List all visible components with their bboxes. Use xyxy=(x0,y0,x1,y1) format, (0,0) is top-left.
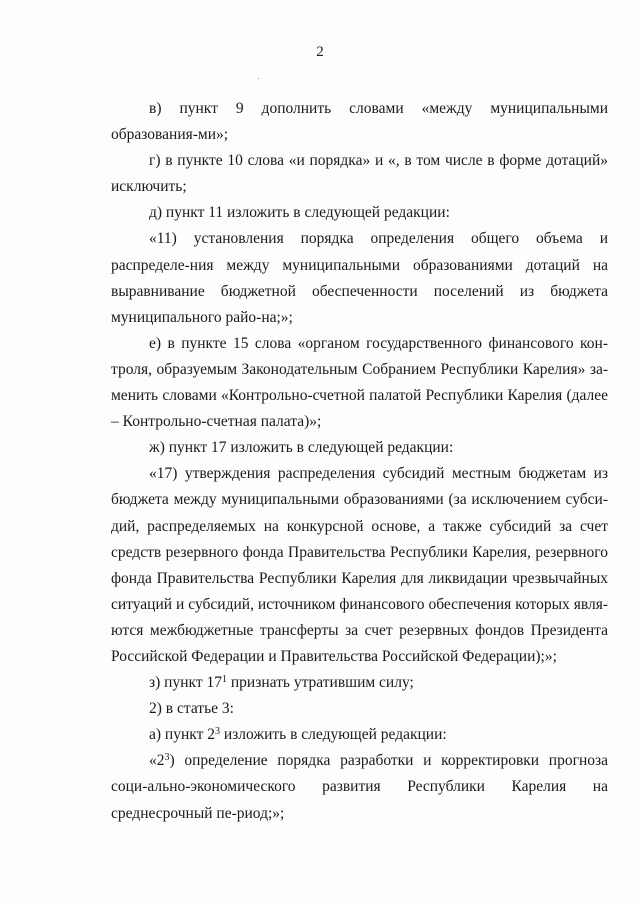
paragraph-item-g: г) в пункте 10 слова «и порядка» и «, в том числе в форме дотаций» исключить; xyxy=(111,152,608,196)
paragraph-item-zh: ж) пункт 17 изложить в следующей редакции: xyxy=(149,439,454,457)
superscript: 1 xyxy=(221,674,227,686)
document-body xyxy=(111,96,608,827)
page-number: 2 xyxy=(316,44,324,60)
paragraph-quote-2-3 xyxy=(111,748,608,826)
paragraph-quote-17: «17) утверждения распределения субсидий местным бюджетам из бюджета между муниципальными образованиями (за исключением субси-дий, распределяемых на конкурсной основе, а также субсидий за счет средств резервного фонда Правительства Республики Карелия, резервного фонда Правительства Республики Карелия для ликвидации чрезвычайных ситуаций и субсидий, источником финансового обеспечения которых явля-ются межбюджетные трансферты за счет резервных фондов Президента Российской Федерации и Правительства Российской Федерации);»; xyxy=(111,465,608,665)
paragraph-text-before: з) пункт 17 xyxy=(149,674,222,692)
paragraph-text-after: признать утратившим силу; xyxy=(226,674,414,692)
paragraph-item-v: в) пункт 9 дополнить словами «между муниципальными образования-ми»; xyxy=(111,100,608,144)
paragraph-quote-11: «11) установления порядка определения общего объема и распределе-ния между муниципальными образованиями дотаций на выравнивание бюджетной обеспеченности поселений из бюджета муниципального райо-на;»; xyxy=(111,230,608,326)
paragraph-text-after: ) определение порядка разработки и корректировки прогноза соци-ально-экономического развития Республики Карелия на среднесрочный пе-риод;»; xyxy=(111,752,608,822)
superscript: 3 xyxy=(214,726,220,738)
paragraph-item-z xyxy=(111,670,608,696)
paragraph-item-a xyxy=(111,722,608,748)
paragraph-item-d: д) пункт 11 изложить в следующей редакции: xyxy=(149,204,450,222)
paragraph-article-3: 2) в статье 3: xyxy=(149,700,234,718)
paragraph-text-after: изложить в следующей редакции: xyxy=(219,726,447,744)
superscript: 3 xyxy=(164,752,170,764)
paragraph-text-before: «2 xyxy=(149,752,165,770)
paragraph-item-e: е) в пункте 15 слова «органом государственного финансового кон-троля, образуемым Законодательным Собранием Республики Карелия» за-менить словами «Контрольно-счетной палатой Республики Карелия (далее – Контрольно-счетная палата)»; xyxy=(111,334,608,431)
scan-speck xyxy=(258,78,259,79)
paragraph-text-before: а) пункт 2 xyxy=(149,726,215,744)
